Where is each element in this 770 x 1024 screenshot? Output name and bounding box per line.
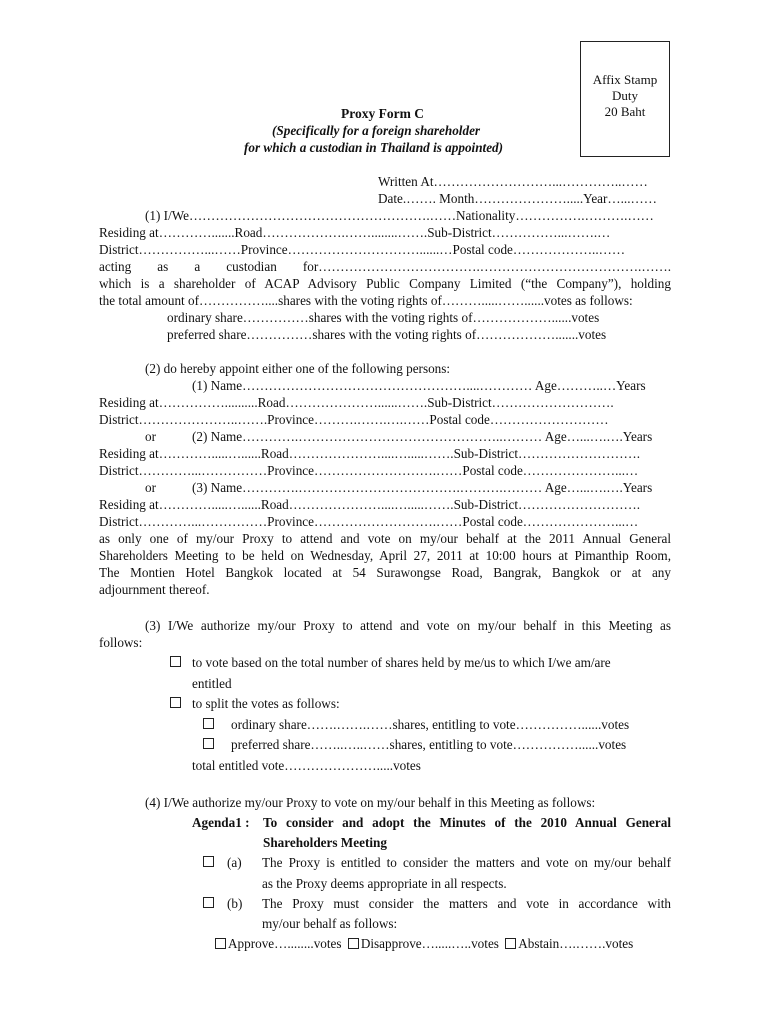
agenda1-title-line-2: Shareholders Meeting [263,835,387,850]
form-title: Proxy Form C [341,106,424,121]
stamp-line-2: Duty [612,88,638,103]
proxy1-name-line[interactable]: (1) Name……………………………………………....………… Age………..…Years [192,378,646,393]
proxy3-name-line[interactable]: (3) Name………….……………………………….……….……… Age…...….….Years [192,480,653,495]
split-votes-option: to split the votes as follows: [192,696,340,711]
option-a-label: (a) [227,855,242,870]
option-a-text-line-1: The Proxy is entitled to consider the matters and vote on my/our behalf [262,855,671,870]
abstain-checkbox[interactable] [505,938,516,949]
total-shares-option-line-1: to vote based on the total number of shares held by me/us to which I/we am/are [192,655,611,670]
proxy2-district-line[interactable]: District…………...……………Province……………………….……Postal code…………………...… [99,463,639,478]
approve-votes-field[interactable]: Approve…........votes [228,936,342,951]
date-field[interactable]: Date.……. Month………………….....Year…...…… [378,191,657,206]
vote-authorization-line-1: (3) I/We authorize my/our Proxy to attend and vote on my/our behalf in this Meeting as [145,618,671,633]
written-at-field[interactable]: Written At………………………...…………..…… [378,174,648,189]
form-subtitle-2: for which a custodian in Thailand is appointed) [244,140,504,155]
custodian-line[interactable]: acting as a custodian for……………………………….……………………………….……. [99,259,671,274]
shareholder-district-line[interactable]: District……………...……Province…………………………......…Postal code………………..…… [99,242,626,257]
vote-authorization-line-2: follows: [99,635,143,650]
disapprove-checkbox[interactable] [348,938,359,949]
ordinary-share-line[interactable]: ordinary share……………shares with the voting rights of………………......votes [167,310,600,325]
shareholder-residence-line[interactable]: Residing at………….......Road……………….……........…….Sub-District……………...…….… [99,225,611,240]
proxy2-residence-line[interactable]: Residing at………….....…......Road…………………....….....…….Sub-District………………………. [99,446,641,461]
ordinary-split-checkbox[interactable] [203,718,214,729]
approve-checkbox[interactable] [215,938,226,949]
total-shares-checkbox[interactable] [170,656,181,667]
option-b-label: (b) [227,896,243,911]
proxy3-district-line[interactable]: District…………...……………Province……………………….……Postal code…………………...… [99,514,639,529]
stamp-duty-box [580,41,670,157]
meeting-paragraph-line-1: as only one of my/our Proxy to attend and vote on my/our behalf at the 2011 Annual General [99,531,671,546]
stamp-line-1: Affix Stamp [592,72,658,87]
stamp-duty-text [581,72,669,120]
preferred-share-line[interactable]: preferred share……………shares with the voting rights of……………….......votes [167,327,607,342]
total-entitled-vote-line[interactable]: total entitled vote………………….....votes [192,758,421,773]
shareholder-of-company-line: which is a shareholder of ACAP Advisory Public Company Limited (“the Company”), holding [99,276,671,291]
meeting-paragraph-line-4: adjournment thereof. [99,582,210,597]
meeting-paragraph-line-3: The Montien Hotel Bangkok located at 54 Surawongse Road, Bangrak, Bangkok or at any [99,565,671,580]
form-subtitle-1: (Specifically for a foreign shareholder [272,123,481,138]
proxy2-name-line[interactable]: (2) Name………….………………………………………..……… Age…...….….Years [192,429,653,444]
option-b-text-line-1: The Proxy must consider the matters and vote in accordance with [262,896,671,911]
proxy1-district-line[interactable]: District…………………..…….Province……….…….….……Postal code……………………… [99,412,609,427]
or-label-1: or [145,429,156,444]
option-a-text-line-2: as the Proxy deems appropriate in all respects. [262,876,507,891]
ordinary-split-line[interactable]: ordinary share…….…….……shares, entitling to vote……………......votes [231,717,630,732]
option-a-checkbox[interactable] [203,856,214,867]
vote-choices-row [215,935,633,952]
agenda1-title-line-1: To consider and adopt the Minutes of the 2010 Annual General [263,815,671,830]
abstain-votes-field[interactable]: Abstain….…….votes [518,936,634,951]
preferred-split-line[interactable]: preferred share……..…..……shares, entitling to vote……………......votes [231,737,627,752]
shareholder-name-line[interactable]: (1) I/We……………………………………………….……Nationality…………….……….…… [145,208,654,223]
split-votes-checkbox[interactable] [170,697,181,708]
preferred-split-checkbox[interactable] [203,738,214,749]
meeting-paragraph-line-2: Shareholders Meeting to be held on Wednesday, April 27, 2011 at 10:00 hours at Pimanthip Room, [99,548,671,563]
total-shares-line[interactable]: the total amount of……………....shares with the voting rights of……….....……......votes as follows: [99,293,633,308]
agenda-authorization-intro: (4) I/We authorize my/our Proxy to vote on my/our behalf in this Meeting as follows: [145,795,596,810]
option-b-text-line-2: my/our behalf as follows: [262,916,398,931]
proxy1-residence-line[interactable]: Residing at……………..........Road…………………......…….Sub-District………………………. [99,395,614,410]
appoint-intro: (2) do hereby appoint either one of the following persons: [145,361,451,376]
disapprove-votes-field[interactable]: Disapprove….....…..votes [360,936,499,951]
total-shares-option-line-2: entitled [192,676,232,691]
option-b-checkbox[interactable] [203,897,214,908]
proxy3-residence-line[interactable]: Residing at………….....…......Road…………………....….....…….Sub-District………………………. [99,497,641,512]
agenda1-label: Agenda1 : [192,815,250,830]
or-label-2: or [145,480,156,495]
stamp-line-3: 20 Baht [604,104,646,119]
